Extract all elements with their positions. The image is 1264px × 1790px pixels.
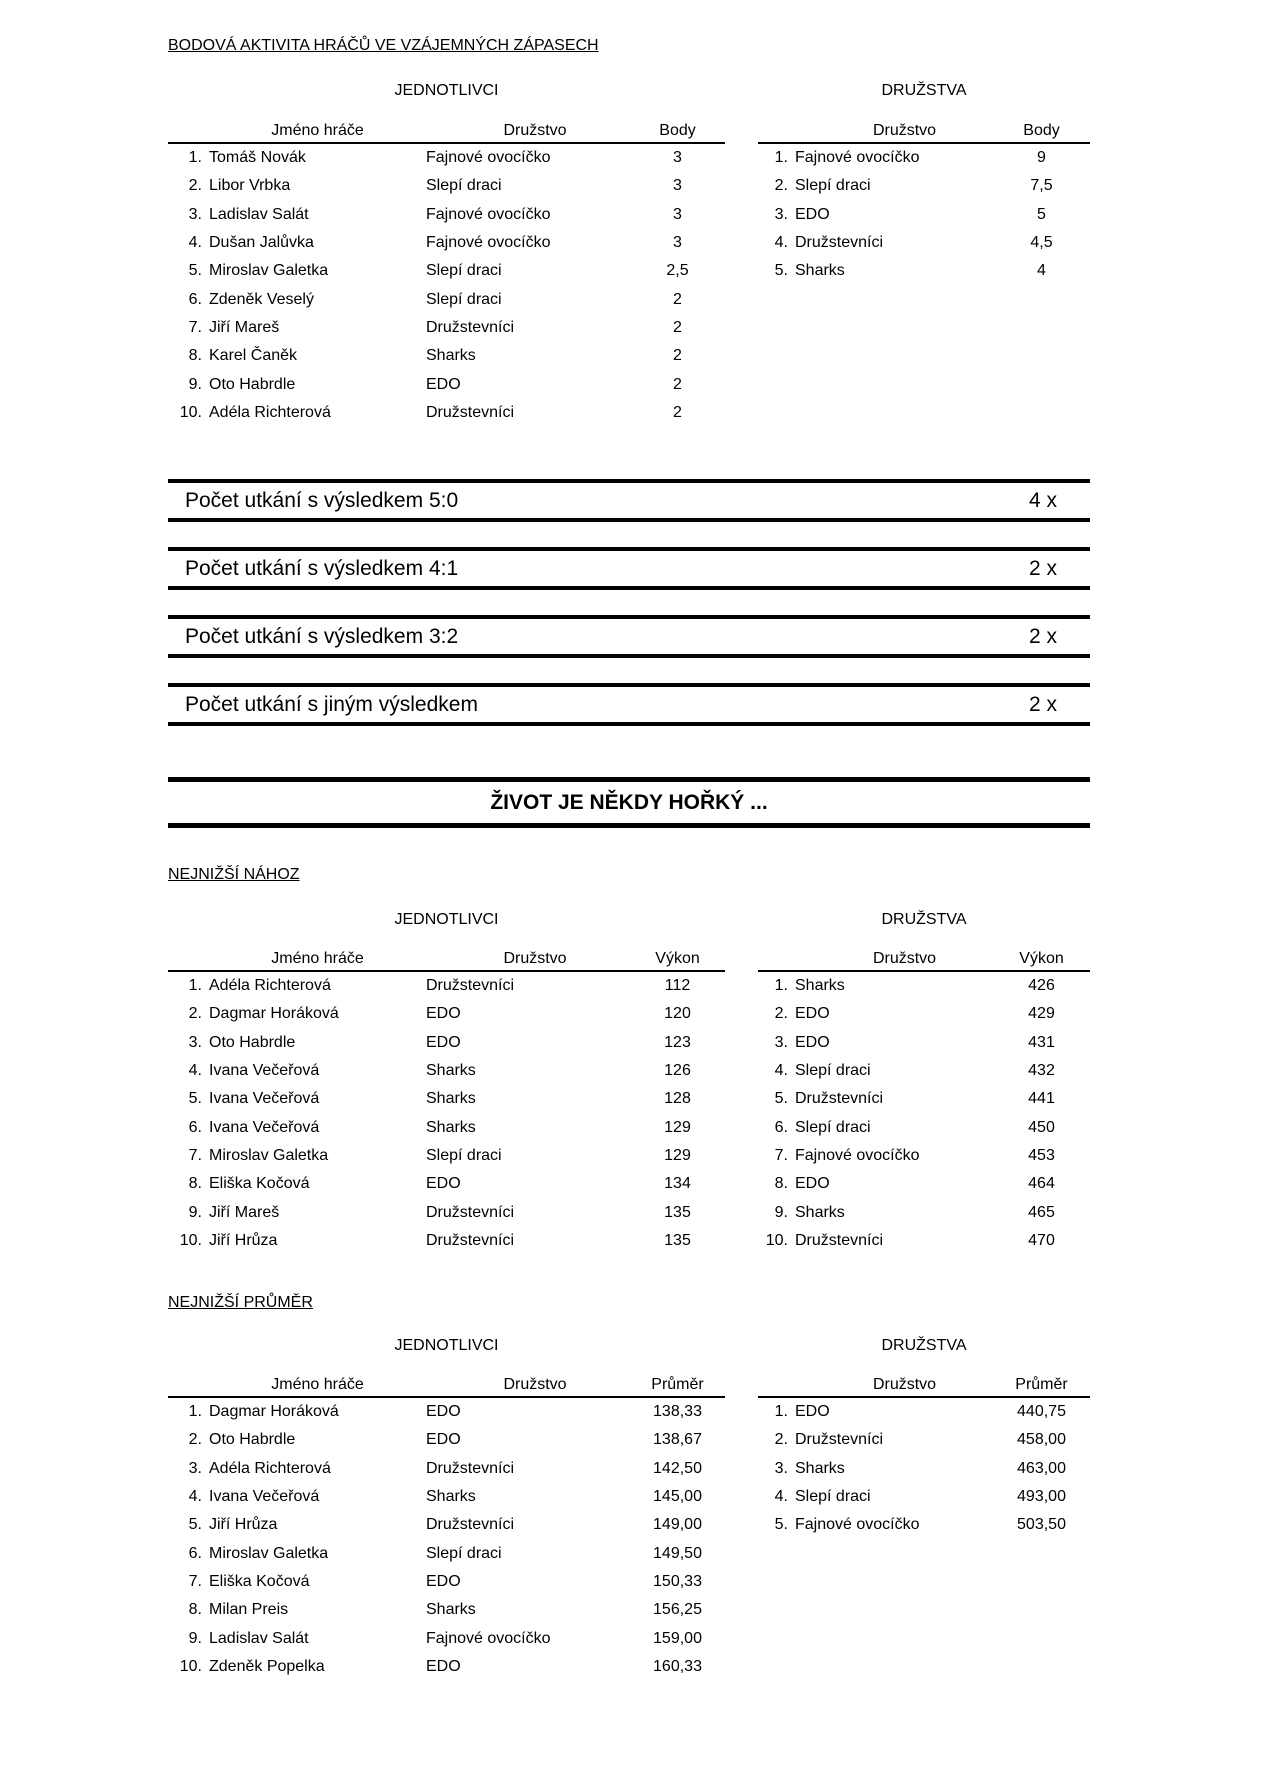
team-name: EDO	[426, 1175, 461, 1193]
row-rank: 7.	[188, 1572, 202, 1590]
table-row	[168, 1511, 725, 1539]
team-name: EDO	[795, 1175, 830, 1193]
player-name: Eliška Kočová	[209, 1572, 310, 1590]
table-row	[758, 1085, 1090, 1113]
row-rank: 6.	[188, 290, 202, 308]
row-value: 432	[1028, 1062, 1055, 1080]
row-value: 120	[664, 1005, 691, 1023]
table-row	[168, 144, 725, 172]
player-name: Karel Čaněk	[209, 347, 298, 365]
row-rank: 3.	[188, 1033, 202, 1051]
result-count-label: Počet utkání s výsledkem 5:0	[185, 488, 459, 512]
row-value: 465	[1028, 1203, 1055, 1221]
team-name: Slepí draci	[426, 1544, 502, 1562]
table-row	[758, 1227, 1090, 1255]
table-row	[758, 1170, 1090, 1198]
row-value: 2	[673, 347, 682, 365]
table-row	[168, 1198, 725, 1226]
team-name: Sharks	[426, 347, 476, 365]
team-name: Sharks	[426, 1488, 476, 1506]
team-name: Družstevníci	[426, 318, 515, 336]
team-name: EDO	[795, 1005, 830, 1023]
value-column-header: Výkon	[1019, 950, 1064, 967]
table-row	[758, 1426, 1090, 1454]
team-name: Slepí draci	[795, 1488, 871, 1506]
row-value: 112	[664, 977, 691, 995]
row-value: 134	[664, 1175, 691, 1193]
row-rank: 8.	[774, 1175, 788, 1193]
table-row	[168, 1085, 725, 1113]
table-row	[758, 1057, 1090, 1085]
player-name: Ladislav Salát	[209, 205, 309, 223]
lowest-game-teams-table	[758, 946, 1090, 1255]
player-name: Jiří Hrůza	[209, 1231, 278, 1249]
table-row	[168, 399, 725, 427]
row-value: 135	[664, 1231, 691, 1249]
result-count-value: 2 x	[1028, 624, 1057, 648]
row-value: 426	[1028, 977, 1055, 995]
row-value: 3	[673, 177, 682, 195]
table-row	[758, 1455, 1090, 1483]
individuals-heading: JEDNOTLIVCI	[394, 1337, 499, 1354]
team-name: EDO	[795, 1403, 830, 1421]
row-value: 138,33	[653, 1403, 702, 1421]
table-row	[168, 257, 725, 285]
row-rank: 7.	[774, 1146, 788, 1164]
section-banner	[168, 777, 1090, 828]
player-name: Jiří Mareš	[209, 318, 280, 336]
team-column-header: Družstvo	[872, 950, 937, 967]
row-value: 450	[1028, 1118, 1055, 1136]
team-name: Fajnové ovocíčko	[426, 1629, 551, 1647]
row-rank: 1.	[774, 977, 788, 995]
table-row	[168, 370, 725, 398]
team-name: Fajnové ovocíčko	[426, 234, 551, 252]
team-name: Sharks	[795, 977, 845, 995]
table-row	[168, 1227, 725, 1255]
row-rank: 1.	[188, 1403, 202, 1421]
row-rank: 6.	[188, 1544, 202, 1562]
team-name: EDO	[795, 205, 830, 223]
row-value: 440,75	[1017, 1403, 1066, 1421]
team-name: EDO	[426, 1033, 461, 1051]
row-rank: 10.	[179, 1231, 202, 1249]
table-row	[168, 229, 725, 257]
table-row	[168, 1596, 725, 1624]
row-value: 2	[673, 375, 682, 393]
row-rank: 8.	[188, 1175, 202, 1193]
row-value: 458,00	[1017, 1431, 1066, 1449]
table-row	[168, 1029, 725, 1057]
team-name: Slepí draci	[795, 177, 871, 195]
player-column-header: Jméno hráče	[271, 122, 364, 139]
result-count-value: 4 x	[1028, 488, 1057, 512]
row-value: 441	[1028, 1090, 1055, 1108]
table-row	[168, 314, 725, 342]
row-rank: 2.	[188, 1431, 202, 1449]
team-name: Sharks	[426, 1062, 476, 1080]
team-name: Fajnové ovocíčko	[795, 149, 920, 167]
table-row	[758, 1198, 1090, 1226]
table-row	[168, 1398, 725, 1426]
row-value: 126	[664, 1062, 691, 1080]
table-row	[168, 1170, 725, 1198]
table-row	[168, 201, 725, 229]
teams-heading: DRUŽSTVA	[881, 82, 967, 99]
table-row	[758, 229, 1090, 257]
team-name: Družstevníci	[795, 1231, 884, 1249]
row-rank: 4.	[774, 1062, 788, 1080]
table-row	[168, 1624, 725, 1652]
value-column-header: Výkon	[655, 950, 700, 967]
team-name: Sharks	[426, 1090, 476, 1108]
row-value: 470	[1028, 1231, 1055, 1249]
row-value: 149,50	[653, 1544, 702, 1562]
table-row	[168, 285, 725, 313]
row-rank: 3.	[774, 205, 788, 223]
player-name: Tomáš Novák	[209, 149, 306, 167]
table-row	[168, 1455, 725, 1483]
player-name: Oto Habrdle	[209, 1431, 296, 1449]
row-value: 429	[1028, 1005, 1055, 1023]
table-row	[758, 1511, 1090, 1539]
row-value: 464	[1028, 1175, 1055, 1193]
player-name: Adéla Richterová	[209, 977, 331, 995]
table-header-row	[168, 118, 725, 144]
table-row	[758, 1000, 1090, 1028]
player-name: Zdeněk Veselý	[209, 290, 314, 308]
team-name: Fajnové ovocíčko	[795, 1146, 920, 1164]
row-rank: 4.	[774, 1488, 788, 1506]
row-rank: 4.	[774, 234, 788, 252]
player-name: Miroslav Galetka	[209, 262, 329, 280]
player-column-header: Jméno hráče	[271, 950, 364, 967]
player-name: Ivana Večeřová	[209, 1118, 320, 1136]
player-name: Oto Habrdle	[209, 375, 296, 393]
row-rank: 7.	[188, 1146, 202, 1164]
individuals-heading: JEDNOTLIVCI	[394, 911, 499, 928]
team-name: Fajnové ovocíčko	[426, 149, 551, 167]
table-row	[168, 1113, 725, 1141]
row-rank: 3.	[188, 1459, 202, 1477]
row-rank: 5.	[774, 1090, 788, 1108]
value-column-header: Body	[1023, 122, 1060, 139]
player-name: Ivana Večeřová	[209, 1488, 320, 1506]
row-rank: 9.	[188, 1203, 202, 1221]
row-value: 129	[664, 1146, 691, 1164]
player-name: Adéla Richterová	[209, 403, 331, 421]
row-value: 453	[1028, 1146, 1055, 1164]
team-name: Družstevníci	[795, 1090, 884, 1108]
player-name: Libor Vrbka	[209, 177, 291, 195]
row-value: 3	[673, 149, 682, 167]
value-column-header: Body	[659, 122, 696, 139]
row-value: 2	[673, 290, 682, 308]
row-rank: 10.	[765, 1231, 788, 1249]
result-count-value: 2 x	[1028, 692, 1057, 716]
result-count-label: Počet utkání s výsledkem 4:1	[185, 556, 459, 580]
value-column-header: Průměr	[1015, 1376, 1068, 1393]
result-count-label: Počet utkání s jiným výsledkem	[185, 692, 478, 716]
result-count-box	[168, 683, 1090, 726]
player-name: Miroslav Galetka	[209, 1544, 329, 1562]
lowest-average-teams-table	[758, 1372, 1090, 1539]
row-value: 503,50	[1017, 1516, 1066, 1534]
row-value: 9	[1037, 149, 1046, 167]
table-row	[758, 1398, 1090, 1426]
team-name: Družstevníci	[795, 234, 884, 252]
row-rank: 1.	[188, 977, 202, 995]
team-name: Sharks	[426, 1601, 476, 1619]
row-value: 463,00	[1017, 1459, 1066, 1477]
player-name: Milan Preis	[209, 1601, 289, 1619]
points-individuals-table	[168, 118, 725, 427]
row-value: 7,5	[1030, 177, 1053, 195]
player-name: Jiří Hrůza	[209, 1516, 278, 1534]
player-name: Dagmar Horáková	[209, 1005, 339, 1023]
document-title: BODOVÁ AKTIVITA HRÁČŮ VE VZÁJEMNÝCH ZÁPASECH	[168, 37, 599, 54]
player-name: Adéla Richterová	[209, 1459, 331, 1477]
row-rank: 9.	[188, 1629, 202, 1647]
row-value: 4	[1037, 262, 1046, 280]
team-name: Družstevníci	[426, 1459, 515, 1477]
player-name: Zdeněk Popelka	[209, 1657, 325, 1675]
lowest-game-individuals-table	[168, 946, 725, 1255]
row-rank: 1.	[774, 149, 788, 167]
result-count-box	[168, 615, 1090, 658]
row-rank: 5.	[774, 262, 788, 280]
lowest-average-individuals-table	[168, 1372, 725, 1681]
team-name: EDO	[426, 375, 461, 393]
lowest-game-heading: NEJNIŽŠÍ NÁHOZ	[168, 866, 300, 883]
team-name: Slepí draci	[426, 290, 502, 308]
row-value: 145,00	[653, 1488, 702, 1506]
row-rank: 6.	[774, 1118, 788, 1136]
lowest-average-heading: NEJNIŽŠÍ PRŮMĚR	[168, 1294, 313, 1311]
row-rank: 2.	[188, 1005, 202, 1023]
table-header-row	[758, 1372, 1090, 1398]
table-header-row	[758, 946, 1090, 972]
row-rank: 4.	[188, 1488, 202, 1506]
table-row	[168, 1568, 725, 1596]
row-rank: 4.	[188, 234, 202, 252]
row-value: 2,5	[666, 262, 689, 280]
row-value: 128	[664, 1090, 691, 1108]
row-rank: 1.	[774, 1403, 788, 1421]
player-name: Jiří Mareš	[209, 1203, 280, 1221]
team-name: Slepí draci	[426, 262, 502, 280]
row-rank: 7.	[188, 318, 202, 336]
table-row	[168, 172, 725, 200]
row-rank: 10.	[179, 1657, 202, 1675]
team-name: EDO	[426, 1403, 461, 1421]
row-value: 142,50	[653, 1459, 702, 1477]
row-rank: 2.	[774, 1005, 788, 1023]
row-value: 156,25	[653, 1601, 702, 1619]
player-name: Ladislav Salát	[209, 1629, 309, 1647]
row-rank: 5.	[188, 262, 202, 280]
row-value: 135	[664, 1203, 691, 1221]
team-name: EDO	[426, 1657, 461, 1675]
banner-text: ŽIVOT JE NĚKDY HOŘKÝ ...	[490, 790, 768, 814]
team-name: Družstevníci	[426, 1516, 515, 1534]
row-value: 138,67	[653, 1431, 702, 1449]
table-row	[168, 342, 725, 370]
player-column-header: Jméno hráče	[271, 1376, 364, 1393]
row-rank: 3.	[188, 205, 202, 223]
result-count-box	[168, 547, 1090, 590]
table-row	[168, 1653, 725, 1681]
table-row	[758, 257, 1090, 285]
player-name: Ivana Večeřová	[209, 1062, 320, 1080]
row-rank: 8.	[188, 1601, 202, 1619]
row-rank: 3.	[774, 1033, 788, 1051]
table-row	[758, 201, 1090, 229]
team-name: Družstevníci	[426, 1231, 515, 1249]
team-name: EDO	[795, 1033, 830, 1051]
team-name: Slepí draci	[426, 177, 502, 195]
table-row	[168, 1142, 725, 1170]
table-row	[758, 1142, 1090, 1170]
row-rank: 10.	[179, 403, 202, 421]
player-name: Eliška Kočová	[209, 1175, 310, 1193]
table-row	[168, 1000, 725, 1028]
row-value: 159,00	[653, 1629, 702, 1647]
row-rank: 2.	[188, 177, 202, 195]
team-name: Fajnové ovocíčko	[426, 205, 551, 223]
player-name: Ivana Večeřová	[209, 1090, 320, 1108]
row-value: 150,33	[653, 1572, 702, 1590]
team-name: Družstevníci	[426, 1203, 515, 1221]
team-name: Slepí draci	[795, 1118, 871, 1136]
player-name: Miroslav Galetka	[209, 1146, 329, 1164]
table-row	[168, 972, 725, 1000]
row-value: 3	[673, 234, 682, 252]
row-value: 149,00	[653, 1516, 702, 1534]
points-teams-table	[758, 118, 1090, 285]
row-value: 2	[673, 403, 682, 421]
team-column-header: Družstvo	[872, 122, 937, 139]
table-row	[168, 1483, 725, 1511]
teams-heading: DRUŽSTVA	[881, 911, 967, 928]
table-row	[758, 1113, 1090, 1141]
table-row	[758, 144, 1090, 172]
team-column-header: Družstvo	[503, 122, 567, 139]
team-name: Sharks	[795, 1459, 845, 1477]
row-value: 4,5	[1030, 234, 1053, 252]
row-rank: 5.	[188, 1516, 202, 1534]
table-row	[758, 172, 1090, 200]
row-value: 2	[673, 318, 682, 336]
table-row	[758, 1483, 1090, 1511]
table-row	[168, 1426, 725, 1454]
team-name: Sharks	[795, 1203, 845, 1221]
team-name: EDO	[426, 1005, 461, 1023]
row-value: 160,33	[653, 1657, 702, 1675]
team-name: Slepí draci	[795, 1062, 871, 1080]
row-rank: 8.	[188, 347, 202, 365]
row-value: 123	[664, 1033, 691, 1051]
table-row	[168, 1539, 725, 1567]
player-name: Dušan Jalůvka	[209, 234, 314, 252]
row-rank: 9.	[188, 375, 202, 393]
team-column-header: Družstvo	[503, 1376, 567, 1393]
table-row	[168, 1057, 725, 1085]
row-value: 3	[673, 205, 682, 223]
row-value: 431	[1028, 1033, 1055, 1051]
result-count-value: 2 x	[1028, 556, 1057, 580]
row-value: 493,00	[1017, 1488, 1066, 1506]
row-rank: 5.	[188, 1090, 202, 1108]
team-name: Sharks	[426, 1118, 476, 1136]
result-count-label: Počet utkání s výsledkem 3:2	[185, 624, 459, 648]
team-name: Družstevníci	[426, 403, 515, 421]
row-rank: 1.	[188, 149, 202, 167]
result-count-box	[168, 479, 1090, 522]
row-value: 5	[1037, 205, 1046, 223]
player-name: Oto Habrdle	[209, 1033, 296, 1051]
row-rank: 6.	[188, 1118, 202, 1136]
team-name: Družstevníci	[426, 977, 515, 995]
row-value: 129	[664, 1118, 691, 1136]
row-rank: 2.	[774, 1431, 788, 1449]
row-rank: 5.	[774, 1516, 788, 1534]
team-name: Sharks	[795, 262, 845, 280]
row-rank: 3.	[774, 1459, 788, 1477]
row-rank: 4.	[188, 1062, 202, 1080]
individuals-heading: JEDNOTLIVCI	[394, 82, 499, 99]
table-row	[758, 972, 1090, 1000]
teams-heading: DRUŽSTVA	[881, 1337, 967, 1354]
team-column-header: Družstvo	[503, 950, 567, 967]
team-name: EDO	[426, 1431, 461, 1449]
table-row	[758, 1029, 1090, 1057]
table-header-row	[168, 1372, 725, 1398]
value-column-header: Průměr	[651, 1376, 704, 1393]
row-rank: 9.	[774, 1203, 788, 1221]
team-column-header: Družstvo	[872, 1376, 937, 1393]
team-name: Fajnové ovocíčko	[795, 1516, 920, 1534]
team-name: Slepí draci	[426, 1146, 502, 1164]
team-name: Družstevníci	[795, 1431, 884, 1449]
row-rank: 2.	[774, 177, 788, 195]
player-name: Dagmar Horáková	[209, 1403, 339, 1421]
table-header-row	[758, 118, 1090, 144]
table-header-row	[168, 946, 725, 972]
team-name: EDO	[426, 1572, 461, 1590]
